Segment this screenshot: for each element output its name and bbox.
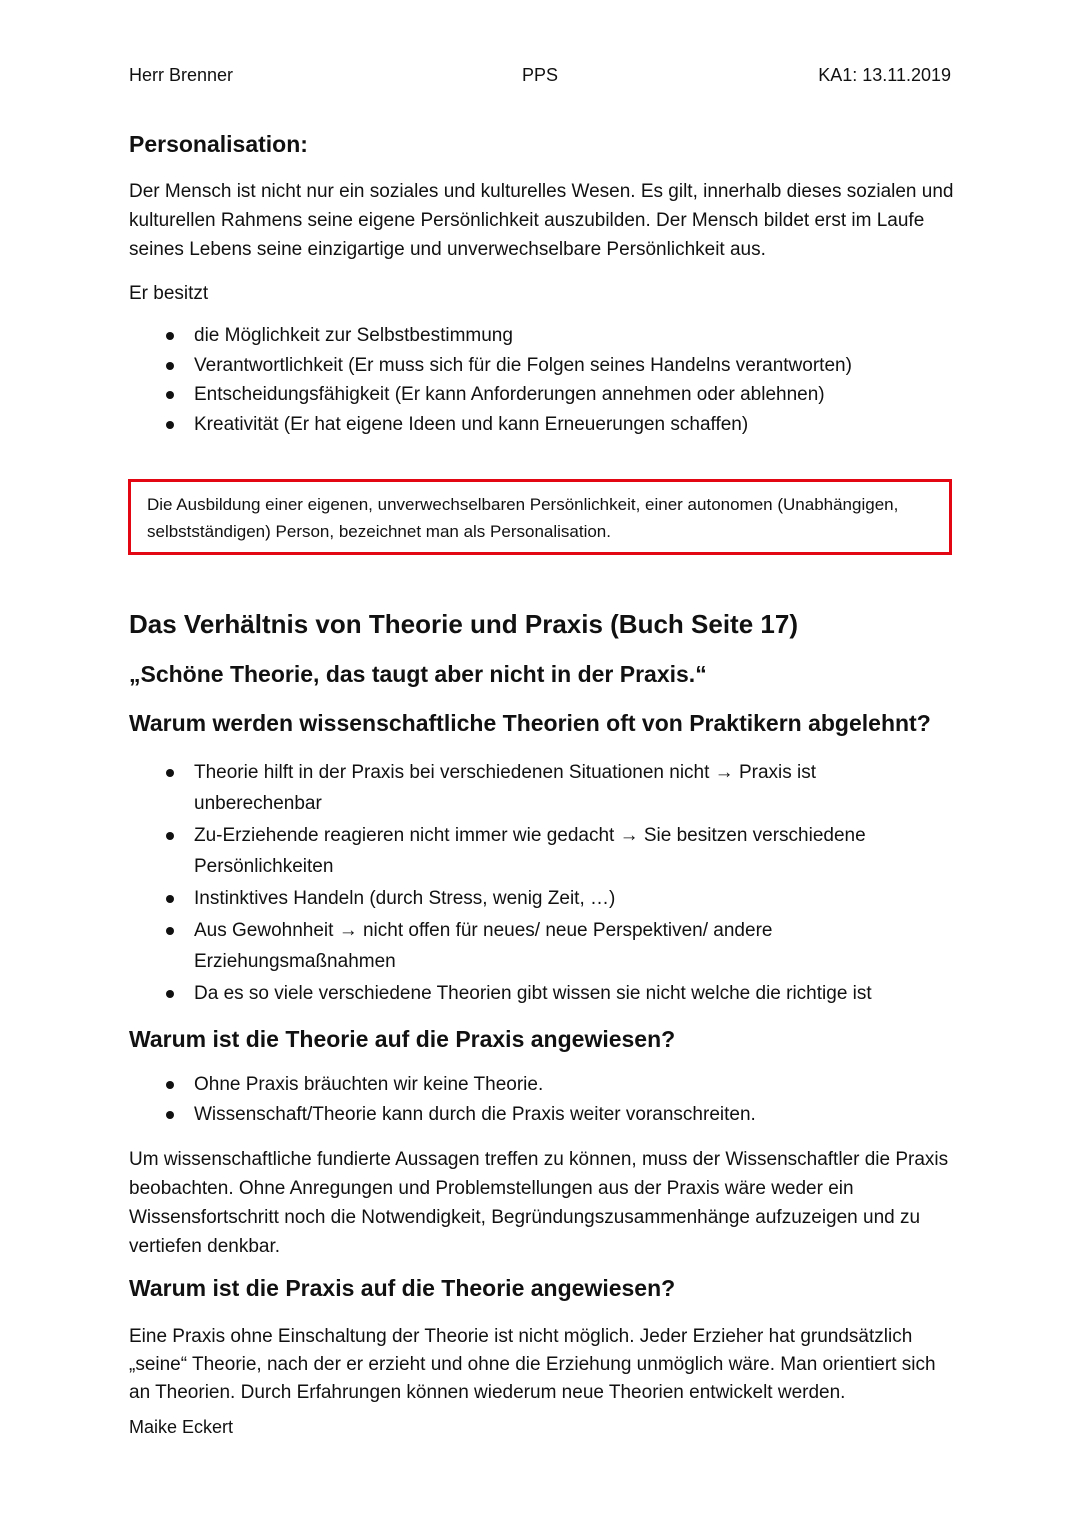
question-3-paragraph: Eine Praxis ohne Einschaltung der Theorie ist nicht möglich. Jeder Erzieher hat grundsätzlich „seine“ Theorie, nach der er erzieht und ohne die Erziehung unmöglich wäre. Man orientiert sich an Theorien. Durch Erfahrungen können wiederum neue Theorien entwickelt werden. <box>129 1326 936 1403</box>
question-2-bullets <box>194 1070 974 1130</box>
list-item: Wissenschaft/Theorie kann durch die Praxis weiter voranschreiten. <box>194 1100 974 1130</box>
bullet-icon <box>166 895 174 903</box>
bullet-icon <box>166 927 174 935</box>
list-item: Kreativität (Er hat eigene Ideen und kann Erneuerungen schaffen) <box>194 410 974 440</box>
personalisation-intro: Der Mensch ist nicht nur ein soziales und kulturelles Wesen. Es gilt, innerhalb dieses sozialen und kulturellen Rahmens seine eigene Persönlichkeit auszubilden. Der Mensch bildet erst im Laufe seines Lebens seine einzigartige und unverwechselbare Persönlichkeit aus. <box>129 181 954 260</box>
list-item: Ohne Praxis bräuchten wir keine Theorie. <box>194 1070 974 1100</box>
bullet-icon <box>166 421 174 429</box>
list-item: Theorie hilft in der Praxis bei verschiedenen Situationen nicht → Praxis ist unberechenbar <box>194 757 934 819</box>
footer-author: Maike Eckert <box>129 1417 234 1437</box>
list-item: Da es so viele verschiedene Theorien gibt wissen sie nicht welche die richtige ist <box>194 978 934 1009</box>
personalisation-heading: Personalisation: <box>129 131 308 157</box>
list-item: Verantwortlichkeit (Er muss sich für die Folgen seines Handelns verantworten) <box>194 351 974 381</box>
list-item: Instinktives Handeln (durch Stress, wenig Zeit, …) <box>194 883 934 914</box>
personalisation-lead: Er besitzt <box>129 283 209 304</box>
list-item: Entscheidungsfähigkeit (Er kann Anforderungen annehmen oder ablehnen) <box>194 380 974 410</box>
list-item: Zu-Erziehende reagieren nicht immer wie gedacht → Sie besitzen verschiedene Persönlichkeiten <box>194 820 934 882</box>
personalisation-bullets <box>194 321 974 439</box>
question-1-heading: Warum werden wissenschaftliche Theorien oft von Praktikern abgelehnt? <box>129 710 931 736</box>
bullet-icon <box>166 832 174 840</box>
section-title: Das Verhältnis von Theorie und Praxis (Buch Seite 17) <box>129 609 798 639</box>
definition-text: Die Ausbildung einer eigenen, unverwechselbaren Persönlichkeit, einer autonomen (Unabhängigen, selbstständigen) Person, bezeichnet man als Personalisation. <box>147 495 899 541</box>
bullet-icon <box>166 391 174 399</box>
list-item: die Möglichkeit zur Selbstbestimmung <box>194 321 974 351</box>
header-teacher: Herr Brenner <box>129 65 234 85</box>
header-class-date: KA1: 13.11.2019 <box>818 65 951 85</box>
bullet-icon <box>166 769 174 777</box>
question-1-bullets <box>194 757 934 1009</box>
list-item: Aus Gewohnheit → nicht offen für neues/ neue Perspektiven/ andere Erziehungsmaßnahmen <box>194 915 934 977</box>
question-2-heading: Warum ist die Theorie auf die Praxis angewiesen? <box>129 1026 676 1052</box>
bullet-icon <box>166 990 174 998</box>
bullet-icon <box>166 332 174 340</box>
definition-box <box>128 479 952 555</box>
question-3-heading: Warum ist die Praxis auf die Theorie angewiesen? <box>129 1275 676 1301</box>
header-subject: PPS <box>521 65 559 85</box>
section-quote: „Schöne Theorie, das taugt aber nicht in der Praxis.“ <box>129 661 707 687</box>
question-2-paragraph: Um wissenschaftliche fundierte Aussagen treffen zu können, muss der Wissenschaftler die Praxis beobachten. Ohne Anregungen und Problemstellungen aus der Praxis wäre weder ein Wissensfortschritt noch die Notwendigkeit, Begründungszusammenhänge aufzuzeigen und zu vertiefen denkbar. <box>129 1149 949 1257</box>
bullet-icon <box>166 1111 174 1119</box>
bullet-icon <box>166 1081 174 1089</box>
bullet-icon <box>166 362 174 370</box>
